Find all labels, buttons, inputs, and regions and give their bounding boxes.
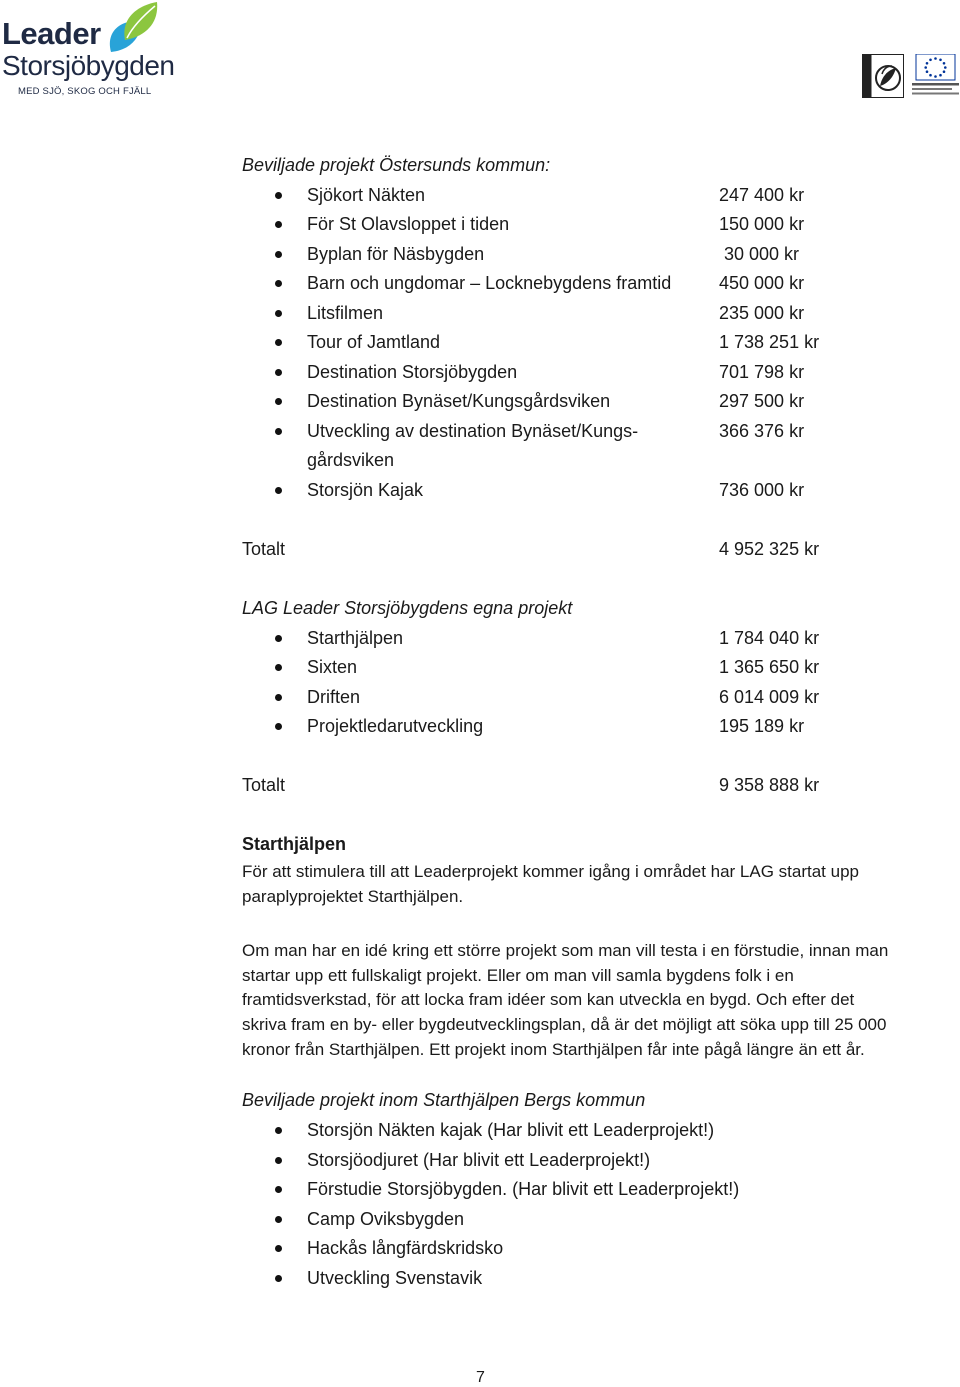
lag-heading: LAG Leader Storsjöbygdens egna projekt (242, 598, 573, 618)
project-name: Tour of Jamtland (307, 332, 441, 352)
bullet-icon (275, 369, 282, 376)
bullet-icon (275, 1127, 282, 1134)
project-name: Sixten (307, 657, 358, 677)
list-item (0, 688, 960, 717)
total-label: Totalt (242, 775, 286, 795)
bullet-icon (275, 280, 282, 287)
project-amount: 1 784 040 kr (719, 628, 820, 648)
list-item (0, 422, 960, 480)
project-amount: 1 738 251 kr (719, 332, 820, 352)
list-item (0, 1180, 960, 1209)
paragraph-line: skriva fram en by- eller bygdeutvecklingsplan, då är det möjligt att söka upp till 25 000 (242, 1015, 887, 1035)
paragraph-line: startar upp ett fullskaligt projekt. Eller om man vill samla bygdens folk i en (242, 965, 794, 985)
list-item (0, 1239, 960, 1268)
list-item (0, 215, 960, 244)
page-number: 7 (476, 1369, 485, 1386)
bullet-icon (275, 428, 282, 435)
project-amount: 6 014 009 kr (719, 687, 820, 707)
list-item (0, 658, 960, 687)
leaf-logo-icon (103, 0, 161, 54)
paragraph-line: Om man har en idé kring ett större projekt som man vill testa i en förstudie, innan man (242, 941, 889, 960)
list-item (0, 717, 960, 746)
starthjalpen-paragraph-2 (242, 939, 958, 1063)
project-name: Byplan för Näsbygden (307, 244, 485, 264)
project-name: Storsjön Näkten kajak (Har blivit ett Leaderprojekt!) (307, 1120, 715, 1140)
bullet-icon (275, 1216, 282, 1223)
bullet-icon (275, 339, 282, 346)
paragraph-line: framtidsverkstad, för att locka fram idéer som kan utveckla en bygd. Och efter det (242, 990, 855, 1010)
bullet-icon (275, 664, 282, 671)
brand-name-leader: Leader (2, 16, 101, 51)
project-name: Barn och ungdomar – Locknebygdens framtid (307, 273, 672, 293)
project-name: Utveckling av destination Bynäset/Kungs- (307, 421, 639, 441)
project-name: Förstudie Storsjöbygden. (Har blivit ett Leaderprojekt!) (307, 1179, 740, 1199)
bullet-icon (275, 1275, 282, 1282)
project-amount: 150 000 kr (719, 214, 805, 234)
list-item (0, 245, 960, 274)
list-item (0, 333, 960, 362)
list-item (0, 363, 960, 392)
project-amount: 1 365 650 kr (719, 657, 820, 677)
lag-total-row (0, 776, 960, 805)
total-amount: 9 358 888 kr (719, 775, 820, 795)
starthjalpen-paragraph-1 (242, 860, 958, 909)
brand-name-storsjobygden: Storsjöbygden (2, 50, 175, 81)
bullet-icon (275, 1157, 282, 1164)
list-item (0, 629, 960, 658)
project-amount: 235 000 kr (719, 303, 805, 323)
list-item (0, 1151, 960, 1180)
project-name: Driften (307, 687, 361, 707)
list-item (0, 274, 960, 303)
project-name: För St Olavsloppet i tiden (307, 214, 510, 234)
bullet-icon (275, 251, 282, 258)
bullet-icon (275, 1186, 282, 1193)
eu-flag-icon (912, 54, 959, 98)
paragraph-line: För att stimulera till att Leaderprojekt kommer igång i området har LAG startat upp (242, 862, 859, 881)
project-amount: 701 798 kr (719, 362, 805, 382)
ostersund-heading: Beviljade projekt Östersunds kommun: (242, 155, 551, 175)
list-item (0, 1269, 960, 1298)
bullet-icon (275, 723, 282, 730)
project-amount: 195 189 kr (719, 716, 805, 736)
project-name: Projektledarutveckling (307, 716, 484, 736)
starthjalpen-heading: Starthjälpen (242, 834, 347, 854)
bergs-heading: Beviljade projekt inom Starthjälpen Bergs kommun (242, 1090, 646, 1110)
project-name: Camp Oviksbygden (307, 1209, 465, 1229)
project-name: Litsfilmen (307, 303, 384, 323)
project-name: Hackås långfärdskridsko (307, 1238, 504, 1258)
project-amount: 30 000 kr (724, 244, 800, 264)
total-label: Totalt (242, 539, 286, 559)
list-item (0, 304, 960, 333)
bullet-icon (275, 694, 282, 701)
project-name-continued: gårdsviken (307, 450, 395, 470)
project-amount: 247 400 kr (719, 185, 805, 205)
total-amount: 4 952 325 kr (719, 539, 820, 559)
project-name: Storsjön Kajak (307, 480, 424, 500)
bullet-icon (275, 635, 282, 642)
list-item (0, 1210, 960, 1239)
brand-tagline: MED SJÖ, SKOG OCH FJÄLL (18, 86, 152, 97)
ostersund-total-row (0, 540, 960, 569)
leader-badge-icon (862, 54, 904, 98)
project-name: Destination Bynäset/Kungsgårdsviken (307, 391, 611, 411)
project-amount: 736 000 kr (719, 480, 805, 500)
bullet-icon (275, 192, 282, 199)
list-item (0, 481, 960, 510)
bullet-icon (275, 398, 282, 405)
list-item (0, 186, 960, 215)
project-name: Starthjälpen (307, 628, 404, 648)
project-name: Utveckling Svenstavik (307, 1268, 483, 1288)
paragraph-line: kronor från Starthjälpen. Ett projekt inom Starthjälpen får inte pågå längre än ett år. (242, 1039, 865, 1059)
project-name: Sjökort Näkten (307, 185, 426, 205)
bullet-icon (275, 1245, 282, 1252)
paragraph-line: paraplyprojektet Starthjälpen. (242, 886, 464, 906)
list-item (0, 1121, 960, 1150)
bullet-icon (275, 221, 282, 228)
project-name: Storsjöodjuret (Har blivit ett Leaderprojekt!) (307, 1150, 651, 1170)
project-amount: 366 376 kr (719, 421, 805, 441)
project-amount: 450 000 kr (719, 273, 805, 293)
bullet-icon (275, 310, 282, 317)
project-name: Destination Storsjöbygden (307, 362, 518, 382)
list-item (0, 392, 960, 421)
project-amount: 297 500 kr (719, 391, 805, 411)
bullet-icon (275, 487, 282, 494)
